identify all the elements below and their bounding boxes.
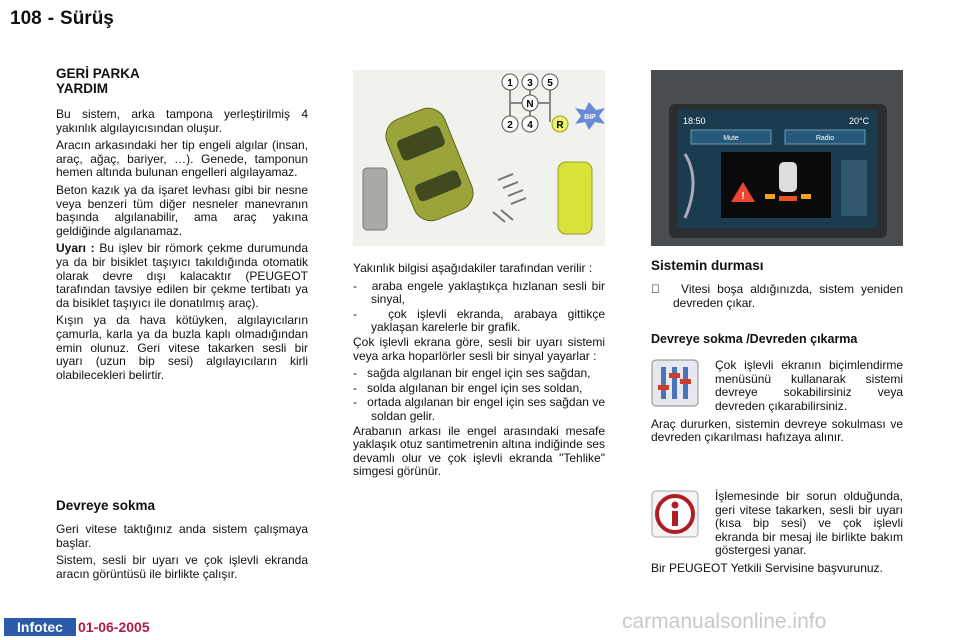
paragraph: Kışın ya da hava kötüyken, algılayıcıların çamurla, karla ya da buzla kaplı olmadığından emin olunuz. Geri vitese takarken sesli bir uyarı (uzun bip sesi) algılayıcıların kirli olabilecekleri belirtir. (56, 313, 308, 382)
warning-note (56, 242, 308, 310)
gear-label: 5 (547, 78, 553, 89)
column-left (56, 66, 308, 386)
paragraph: Arabanın arkası ile engel arasındaki mesafe yaklaşık otuz santimetrenin altına indiğinde ses devamlı olur ve çok işlevli ekranda "Tehlike" simgesi görünür. (353, 423, 605, 479)
header-separator: - (47, 8, 55, 29)
list-item: - çok işlevli ekranda, arabaya gittikçe yaklaşan karelerle bir grafik. (353, 306, 605, 335)
gear-label: 1 (507, 78, 513, 89)
clock-readout: 18:50 (683, 116, 706, 126)
gear-label: 4 (527, 120, 533, 131)
page-number: 108 (10, 8, 42, 29)
gear-label: R (556, 120, 564, 131)
settings-sliders-icon (651, 359, 699, 407)
paragraph: Sistem, sesli bir uyarı ve çok işlevli ekranda aracın görüntüsü ile birlikte çalışır. (56, 553, 308, 581)
screen-drawing (651, 70, 903, 246)
beep-label: BIP (584, 114, 596, 121)
subsection-heading: Sistemin durması (651, 258, 764, 273)
toggle-block (651, 359, 903, 417)
paragraph: Aracın arkasındaki her tip engeli algılar (insan, araç, ağaç, bariyer, …). Genede, tamponun hemen altında bulunan engelleri algılayamaz. (56, 138, 308, 180)
parking-car-drawing (353, 70, 605, 246)
sensor-waves-icon (493, 174, 526, 222)
warning-text: Bu işlev bir römork çekme durumunda ya da bir bisiklet taşıyıcı takıldığında otomatik olarak devre dışı kalacaktır (PEUGEOT tarafından tavsiye edilen bir çekme tertibatı ya da bisiklet taşıyıcı ile donatılmış araç). (56, 241, 308, 310)
paragraph: Araç dururken, sistemin devreye sokulması ve devreden çıkarılması hafızaya alınır. (651, 416, 903, 445)
section-heading: GERİ PARKA YARDIM (56, 66, 140, 96)
stop-note: Vitesi boşa aldığınızda, sistem yeniden devreden çıkar. (651, 283, 903, 310)
page-header (10, 8, 120, 30)
list-item: - sağda algılanan bir engel için ses sağdan, (353, 366, 591, 381)
activation-section (56, 498, 308, 585)
mute-tab: Mute (723, 135, 739, 142)
column-right (651, 258, 903, 449)
sound-direction-list (353, 367, 605, 423)
column-middle (353, 262, 605, 483)
info-warning-icon (651, 490, 699, 538)
parking-view (721, 152, 831, 218)
paragraph: Bu sistem, arka tampona yerleştirilmiş 4 yakınlık algılayıcısından oluşur. (56, 107, 308, 135)
paragraph: Çok işlevli ekranın biçimlendirme menüsünü kullanarak sistemi devreye sokabilirsiniz veya devreden çıkarabilirsiniz. (715, 358, 903, 413)
gear-label: 2 (507, 120, 513, 131)
paragraph: Geri vitese taktığınız anda sistem çalışmaya başlar. (56, 522, 308, 550)
list-item: - ortada algılanan bir engel için ses sağdan ve soldan gelir. (353, 395, 605, 423)
gear-label: 3 (527, 78, 533, 89)
paragraph: Bir PEUGEOT Yetkili Servisine başvurunuz. (651, 560, 883, 575)
paragraph: Beton kazık ya da işaret levhası gibi bir nesne veya benzeri tüm diğer nesneler manevranın başında algılanabilir, ama araç yakına geldiğinde algılanamaz. (56, 182, 308, 238)
car-topview-icon (779, 162, 797, 192)
reversing-car-icon (381, 103, 479, 226)
parking-illustration (353, 70, 605, 246)
fault-block (651, 490, 903, 580)
dashboard-screen-photo (651, 70, 903, 246)
footer-date: 01-06-2005 (78, 619, 150, 635)
subsection-heading: Devreye sokma /Devreden çıkarma (651, 332, 858, 347)
watermark: carmanualsonline.info (622, 610, 827, 633)
section-title: Sürüş (60, 8, 114, 29)
infotec-logo: Infotec (4, 618, 76, 636)
left-car-icon (363, 168, 387, 230)
paragraph: Çok işlevli ekrana göre, sesli bir uyarı sistemi veya arka hoparlörler sesli bir sinyal yayarlar : (353, 334, 605, 363)
proximity-list (353, 280, 605, 335)
temp-readout: 20°C (849, 116, 870, 126)
warning-label: Uyarı : (56, 241, 95, 256)
gear-label: N (526, 99, 534, 110)
subsection-heading: Devreye sokma (56, 498, 156, 513)
list-item: - solda algılanan bir engel için ses soldan, (353, 380, 583, 395)
paragraph: İşlemesinde bir sorun olduğunda, geri vitese takarken, sesli bir uyarı (kısa bip sesi) ve çok işlevli ekranda bir mesaj ile birlikte bakım göstergesi yanar. (715, 489, 903, 558)
svg-text:!: ! (741, 191, 745, 202)
gearbox-diagram (502, 74, 605, 132)
bullet-mark (651, 282, 660, 296)
paragraph: Yakınlık bilgisi aşağıdakiler tarafından verilir : (353, 261, 593, 275)
right-car-icon (558, 162, 592, 234)
radio-tab: Radio (815, 135, 835, 142)
list-item: - araba engele yaklaştıkça hızlanan sesli bir sinyal, (353, 278, 605, 307)
